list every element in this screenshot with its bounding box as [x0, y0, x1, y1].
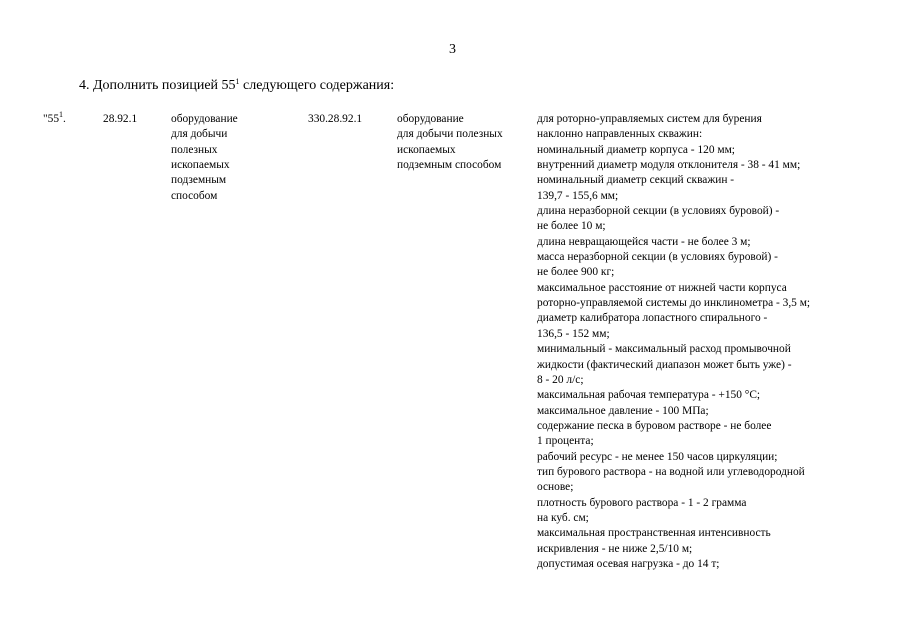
heading-prefix: 4. Дополнить позицией 55 — [79, 78, 236, 93]
specification-line: 8 - 20 л/с; — [537, 373, 584, 386]
specification-line: 1 процента; — [537, 435, 594, 448]
full-name-line: ископаемых — [397, 143, 456, 156]
specification-line: для роторно-управляемых систем для бурения — [537, 113, 762, 125]
specification-line: основе; — [537, 481, 574, 494]
specification-line: 139,7 - 155,6 мм; — [537, 189, 619, 202]
specification-line: тип бурового раствора - на водной или углеводородной — [537, 465, 805, 478]
position-suffix: . — [63, 113, 66, 125]
specification-line: наклонно направленных скважин: — [537, 128, 703, 141]
specification-line: номинальный диаметр секций скважин - — [537, 174, 735, 187]
specification-line: масса неразборной секции (в условиях буровой) - — [537, 251, 778, 264]
specification-line: 136,5 - 152 мм; — [537, 327, 610, 340]
okpd-name-line: подземным — [171, 174, 227, 187]
specification-line: на куб. см; — [537, 511, 589, 524]
specification-line: не более 900 кг; — [537, 266, 615, 279]
specification-line: жидкости (фактический диапазон может быть уже) - — [537, 358, 792, 371]
heading-suffix: следующего содержания: — [239, 78, 395, 93]
specification-line: допустимая осевая нагрузка - до 14 т; — [537, 557, 720, 570]
okpd-name-line: для добычи — [171, 128, 228, 141]
specification-line: максимальная рабочая температура - +150 °С; — [537, 389, 761, 402]
specification-line: плотность бурового раствора - 1 - 2 грамма — [537, 496, 747, 509]
okpd-code: 28.92.1 — [103, 113, 138, 125]
full-name-line: для добычи полезных — [397, 128, 503, 141]
specification-line: длина невращающейся части - не более 3 м; — [537, 235, 751, 248]
position-superscript: 1 — [59, 110, 64, 119]
specification-line: номинальный диаметр корпуса - 120 мм; — [537, 143, 735, 156]
full-name-line: подземным способом — [397, 159, 502, 172]
specification-line: длина неразборной секции (в условиях буровой) - — [537, 205, 780, 218]
specification-line: роторно-управляемой системы до инклинометра - 3,5 м; — [537, 297, 811, 310]
specification-line: рабочий ресурс - не менее 150 часов циркуляции; — [537, 450, 778, 463]
specification-line: диаметр калибратора лопастного спирального - — [537, 312, 768, 325]
page-number: 3 — [449, 42, 456, 57]
amendment-heading — [79, 77, 394, 94]
heading-superscript: 1 — [235, 77, 240, 86]
specification-line: не более 10 м; — [537, 220, 606, 233]
specification-line: внутренний диаметр модуля отклонителя - 38 - 41 мм; — [537, 159, 801, 172]
full-code: 330.28.92.1 — [308, 113, 363, 125]
specification-line: искривления - не ниже 2,5/10 м; — [537, 542, 693, 555]
full-name-column — [397, 112, 503, 173]
specification-line: максимальная пространственная интенсивность — [537, 527, 771, 540]
position-prefix: "55 — [43, 113, 60, 125]
position-number — [43, 112, 66, 127]
okpd-name-line: полезных — [171, 143, 218, 156]
specification-line: минимальный - максимальный расход промывочной — [537, 343, 791, 356]
specifications-column — [537, 112, 810, 572]
okpd-name-line: способом — [171, 189, 218, 202]
specification-line: максимальное давление - 100 МПа; — [537, 404, 709, 417]
full-name-line: оборудование — [397, 113, 464, 125]
okpd-name-line: оборудование — [171, 113, 238, 125]
okpd-name-column — [171, 112, 238, 204]
specification-line: максимальное расстояние от нижней части корпуса — [537, 281, 787, 294]
okpd-name-line: ископаемых — [171, 159, 230, 172]
specification-line: содержание песка в буровом растворе - не более — [537, 419, 772, 432]
